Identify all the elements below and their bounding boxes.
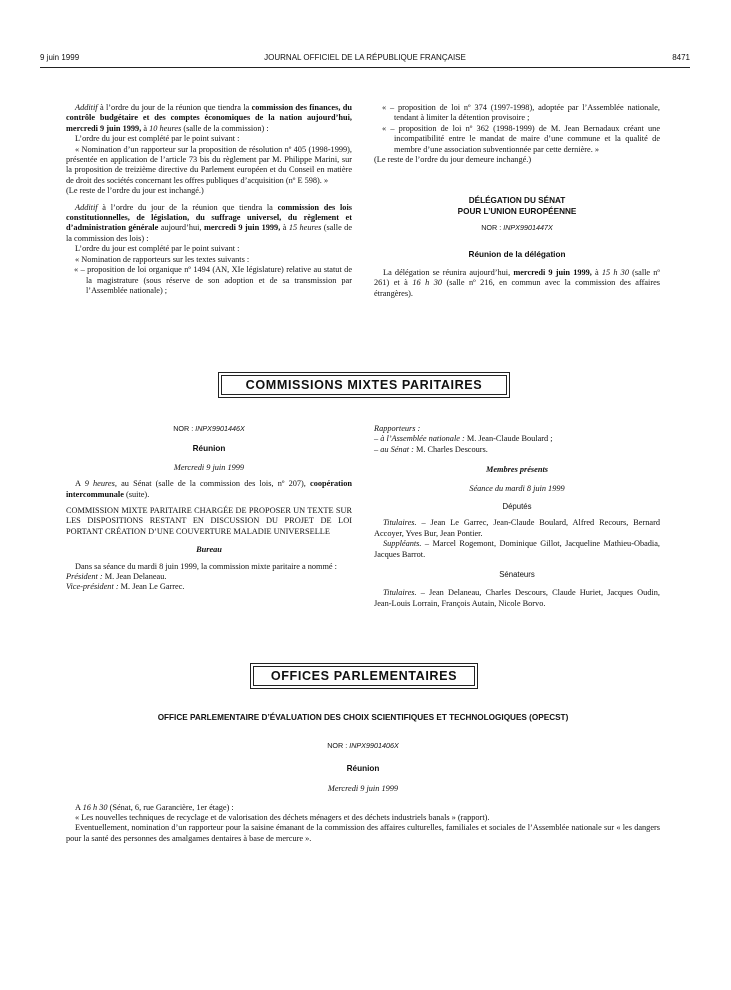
cmp-commission-title: COMMISSION MIXTE PARITAIRE CHARGÉE DE PROPOSER UN TEXTE SUR LES DISPOSITIONS RESTANT EN DISCUSSION DU PROJET DE LOI PORTANT CRÉATION D’UNE COUVERTURE MALADIE UNIVERSELLE: [66, 506, 352, 536]
cmp-deputes-titulaires: Titulaires. – Jean Le Garrec, Jean-Claude Boulard, Alfred Recours, Bernard Accoyer, Yves Bur, Jean Pontier.: [374, 518, 660, 538]
lois-item-1494: « – proposition de loi organique nº 1494 (AN, XIe législature) relative au statut de la magistrature (sous réserve de son adoption et de sa transmission par l’Assemblée nationale) ;: [74, 265, 352, 295]
cmp-vice-president: Vice-président : M. Jean Le Garrec.: [66, 582, 185, 592]
opecst-session: A 16 h 30 (Sénat, 6, rue Garancière, 1er étage) :: [75, 802, 234, 812]
offices-section: [66, 713, 660, 844]
header-page-number: 8471: [672, 53, 690, 62]
cmp-president: Président : M. Jean Delaneau.: [66, 572, 167, 582]
cmp-bureau-text: Dans sa séance du mardi 8 juin 1999, la commission mixte paritaire a nommé :: [75, 561, 337, 571]
cmp-bureau-heading: Bureau: [196, 545, 222, 555]
opecst-title: OFFICE PARLEMENTAIRE D’ÉVALUATION DES CHOIX SCIENTIFIQUES ET TECHNOLOGIQUES (OPECST): [157, 713, 569, 722]
finances-reste: (Le reste de l’ordre du jour est inchangé.): [66, 186, 204, 196]
cmp-deputes-heading: Députés: [502, 502, 532, 512]
cmp-reunion-title: Réunion: [192, 444, 226, 454]
opecst-date: Mercredi 9 juin 1999: [327, 784, 399, 794]
cmp-right-column: [374, 424, 660, 609]
cmp-date: Mercredi 9 juin 1999: [173, 462, 245, 472]
cmp-seance-date: Séance du mardi 8 juin 1999: [469, 483, 565, 493]
cmp-session-text: A 9 heures, au Sénat (salle de la commission des lois, nº 207), coopération intercommunale (suite).: [66, 479, 352, 499]
finances-additif: Additif à l’ordre du jour de la réunion que tiendra la commission des finances, du contrôle budgétaire et des comptes économiques de la nation aujourd’hui, mercredi 9 juin 1999, à 10 heures (salle de la commission) :: [66, 103, 352, 133]
lois-nomination: « Nomination de rapporteurs sur les textes suivants :: [75, 254, 250, 264]
lois-complement: L’ordre du jour est complété par le point suivant :: [75, 244, 240, 254]
header-journal-title: JOURNAL OFFICIEL DE LA RÉPUBLIQUE FRANÇAISE: [264, 53, 466, 62]
cmp-rapporteur-senat: – au Sénat : M. Charles Descours.: [374, 444, 488, 454]
cmp-left-column: [66, 424, 352, 593]
cmp-membres-heading: Membres présents: [486, 465, 548, 475]
lois-reste: (Le reste de l’ordre du jour demeure inchangé.): [374, 155, 532, 165]
opecst-nomination: Eventuellement, nomination d’un rapporteur pour la saisine émanant de la commission des affaires culturelles, familiales et sociales de l’Assemblée nationale sur « les dangers pour la santé des personnes des amalgames dentaires à base de mercure ».: [66, 823, 660, 843]
cmp-nor: NOR : INPX9901446X: [173, 424, 245, 433]
cmp-senateurs-titulaires: Titulaires. – Jean Delaneau, Charles Descours, Claude Huriet, Jacques Oudin, Jean-Louis Lorrain, François Autain, Nicole Borvo.: [374, 588, 660, 608]
cmp-section-heading: COMMISSIONS MIXTES PARITAIRES: [218, 372, 510, 398]
opecst-nor: NOR : INPX9901406X: [327, 741, 399, 751]
delegation-title: DÉLÉGATION DU SÉNAT POUR L’UNION EUROPÉENNE: [457, 196, 577, 216]
header-date: 9 juin 1999: [40, 53, 80, 62]
cmp-deputes-suppleants: Suppléants. – Marcel Rogemont, Dominique Gillot, Jacqueline Mathieu-Obadia, Jacques Barrot.: [374, 539, 660, 559]
offices-section-heading: OFFICES PARLEMENTAIRES: [250, 663, 478, 689]
cmp-senateurs-heading: Sénateurs: [499, 570, 535, 580]
lois-additif: Additif à l’ordre du jour de la réunion que tiendra la commission des lois constitutionnelles, de législation, du suffrage universel, du règlement et d’administration générale aujourd’hui, mercredi 9 juin 1999, à 15 heures (salle de la commission des lois) :: [66, 202, 353, 243]
lois-item-362: « – proposition de loi nº 362 (1998-1999) de M. Jean Bernadaux créant une incompatibilité entre le mandat de maire d’une commune et la qualité de membre d’une association subventionnée par cette dernière. »: [382, 123, 660, 154]
cmp-rapporteur-an: – à l’Assemblée nationale : M. Jean-Claude Boulard ;: [374, 434, 553, 444]
delegation-reunion-title: Réunion de la délégation: [468, 249, 566, 259]
cmp-rapporteurs-label: Rapporteurs :: [374, 424, 421, 433]
top-left-column: [66, 103, 352, 296]
finances-nomination: « Nomination d’un rapporteur sur la proposition de résolution nº 405 (1998-1999), présentée en application de l’article 73 bis du règlement par M. Philippe Marini, sur la proposition de treizième directive du Parlement européen et du Conseil en matière de droit des sociétés concernant les offres publiques d’acquisition (nº E 598). »: [66, 144, 352, 185]
header-rule: [40, 67, 690, 68]
opecst-rapport: « Les nouvelles techniques de recyclage et de valorisation des déchets ménagers et des déchets industriels banals » (rapport).: [75, 813, 490, 823]
opecst-reunion-title: Réunion: [346, 763, 380, 773]
finances-complement: L’ordre du jour est complété par le point suivant :: [75, 134, 240, 144]
lois-item-374: « – proposition de loi nº 374 (1997-1998), adoptée par l’Assemblée nationale, tendant à limiter la détention provisoire ;: [382, 103, 660, 123]
delegation-nor: NOR : INPX9901447X: [481, 223, 553, 233]
top-right-column: [374, 103, 660, 299]
delegation-reunion-text: La délégation se réunira aujourd’hui, mercredi 9 juin 1999, à 15 h 30 (salle nº 261) et à 16 h 30 (salle nº 216, en commun avec la commission des affaires étrangères).: [374, 268, 661, 298]
